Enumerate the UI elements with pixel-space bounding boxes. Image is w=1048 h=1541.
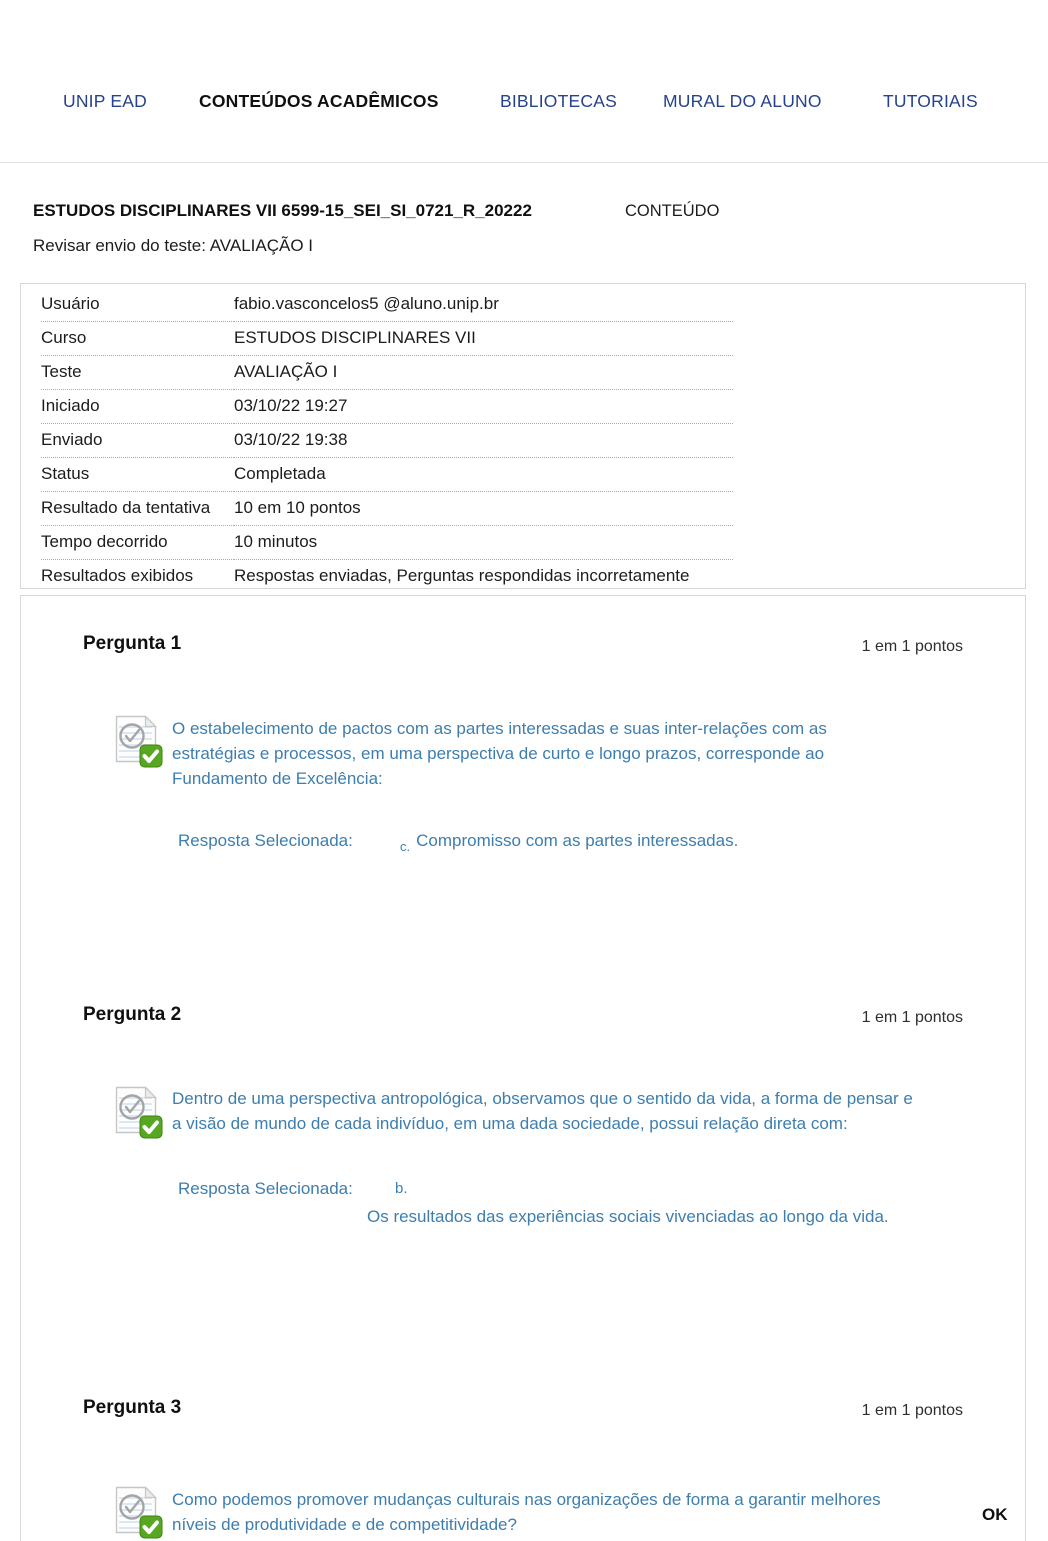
answer-text: Compromisso com as partes interessadas. [416, 831, 739, 850]
answer-letter: b. [395, 1180, 408, 1197]
question-1-text: O estabelecimento de pactos com as partes interessadas e suas inter-relações com as estratégias e processos, em uma perspectiva de curto e longo prazos, corresponde ao Fundamento de Excelência: [172, 719, 827, 788]
table-row [41, 424, 733, 458]
nav-unip-ead[interactable]: UNIP EAD [63, 91, 147, 111]
question-2-points: 1 em 1 pontos [861, 1009, 963, 1026]
info-value: ESTUDOS DISCIPLINARES VII [234, 322, 733, 356]
main-nav [0, 0, 1048, 162]
question-1-answer [178, 828, 738, 854]
nav-conteudos-academicos[interactable]: CONTEÚDOS ACADÊMICOS [199, 91, 439, 111]
table-row [41, 390, 733, 424]
question-1-title: Pergunta 1 [83, 633, 182, 654]
answered-question-icon [115, 715, 163, 769]
question-2-title: Pergunta 2 [83, 1004, 182, 1025]
question-1-points: 1 em 1 pontos [861, 638, 963, 655]
table-row [41, 492, 733, 526]
info-value: fabio.vasconcelos5 @aluno.unip.br [234, 288, 733, 322]
info-label: Tempo decorrido [41, 526, 234, 560]
table-row [41, 356, 733, 390]
course-title: ESTUDOS DISCIPLINARES VII 6599-15_SEI_SI_0721_R_20222 [33, 201, 532, 220]
answer-letter: c. [400, 839, 411, 854]
answer-text: Os resultados das experiências sociais vivenciadas ao longo da vida. [367, 1207, 889, 1226]
answer-value [367, 1176, 905, 1229]
answered-question-icon [115, 1086, 163, 1140]
table-row [41, 560, 733, 594]
table-row [41, 458, 733, 492]
info-label: Iniciado [41, 390, 234, 424]
attempt-info-panel [20, 283, 1026, 589]
info-value: Respostas enviadas, Perguntas respondidas incorretamente [234, 566, 690, 585]
question-2-answer [178, 1176, 905, 1229]
nav-bibliotecas[interactable]: BIBLIOTECAS [500, 91, 617, 111]
table-row [41, 288, 733, 322]
table-row [41, 526, 733, 560]
info-label: Resultados exibidos [41, 566, 194, 585]
info-value: 03/10/22 19:38 [234, 424, 733, 458]
question-2-text: Dentro de uma perspectiva antropológica, observamos que o sentido da vida, a forma de pensar e a visão de mundo de cada indivíduo, em uma dada sociedade, possui relação direta com: [172, 1089, 913, 1133]
page-title: Revisar envio do teste: AVALIAÇÃO I [33, 236, 314, 255]
content-label: CONTEÚDO [625, 202, 720, 220]
info-label: Teste [41, 356, 234, 390]
info-label: Enviado [41, 424, 234, 458]
question-3-text: Como podemos promover mudanças culturais nas organizações de forma a garantir melhores níveis de produtividade e de competitividade? [172, 1490, 881, 1534]
info-label: Usuário [41, 288, 234, 322]
info-label: Status [41, 458, 234, 492]
nav-mural-do-aluno[interactable]: MURAL DO ALUNO [663, 91, 822, 111]
info-value: 03/10/22 19:27 [234, 390, 733, 424]
answer-label: Resposta Selecionada: [178, 831, 353, 850]
info-value: Completada [234, 458, 733, 492]
nav-divider [0, 162, 1048, 163]
info-label: Resultado da tentativa [41, 492, 234, 526]
questions-panel [20, 595, 1026, 1541]
ok-button[interactable]: OK [978, 1503, 1012, 1527]
answered-question-icon [115, 1486, 163, 1540]
nav-tutoriais[interactable]: TUTORIAIS [883, 91, 978, 111]
info-label: Curso [41, 322, 234, 356]
question-3-title: Pergunta 3 [83, 1397, 182, 1418]
info-value: AVALIAÇÃO I [234, 356, 733, 390]
info-value: 10 em 10 pontos [234, 492, 733, 526]
question-3-points: 1 em 1 pontos [861, 1402, 963, 1419]
info-value: 10 minutos [234, 526, 733, 560]
attempt-info-table [41, 288, 733, 593]
table-row [41, 322, 733, 356]
answer-label: Resposta Selecionada: [178, 1179, 353, 1198]
